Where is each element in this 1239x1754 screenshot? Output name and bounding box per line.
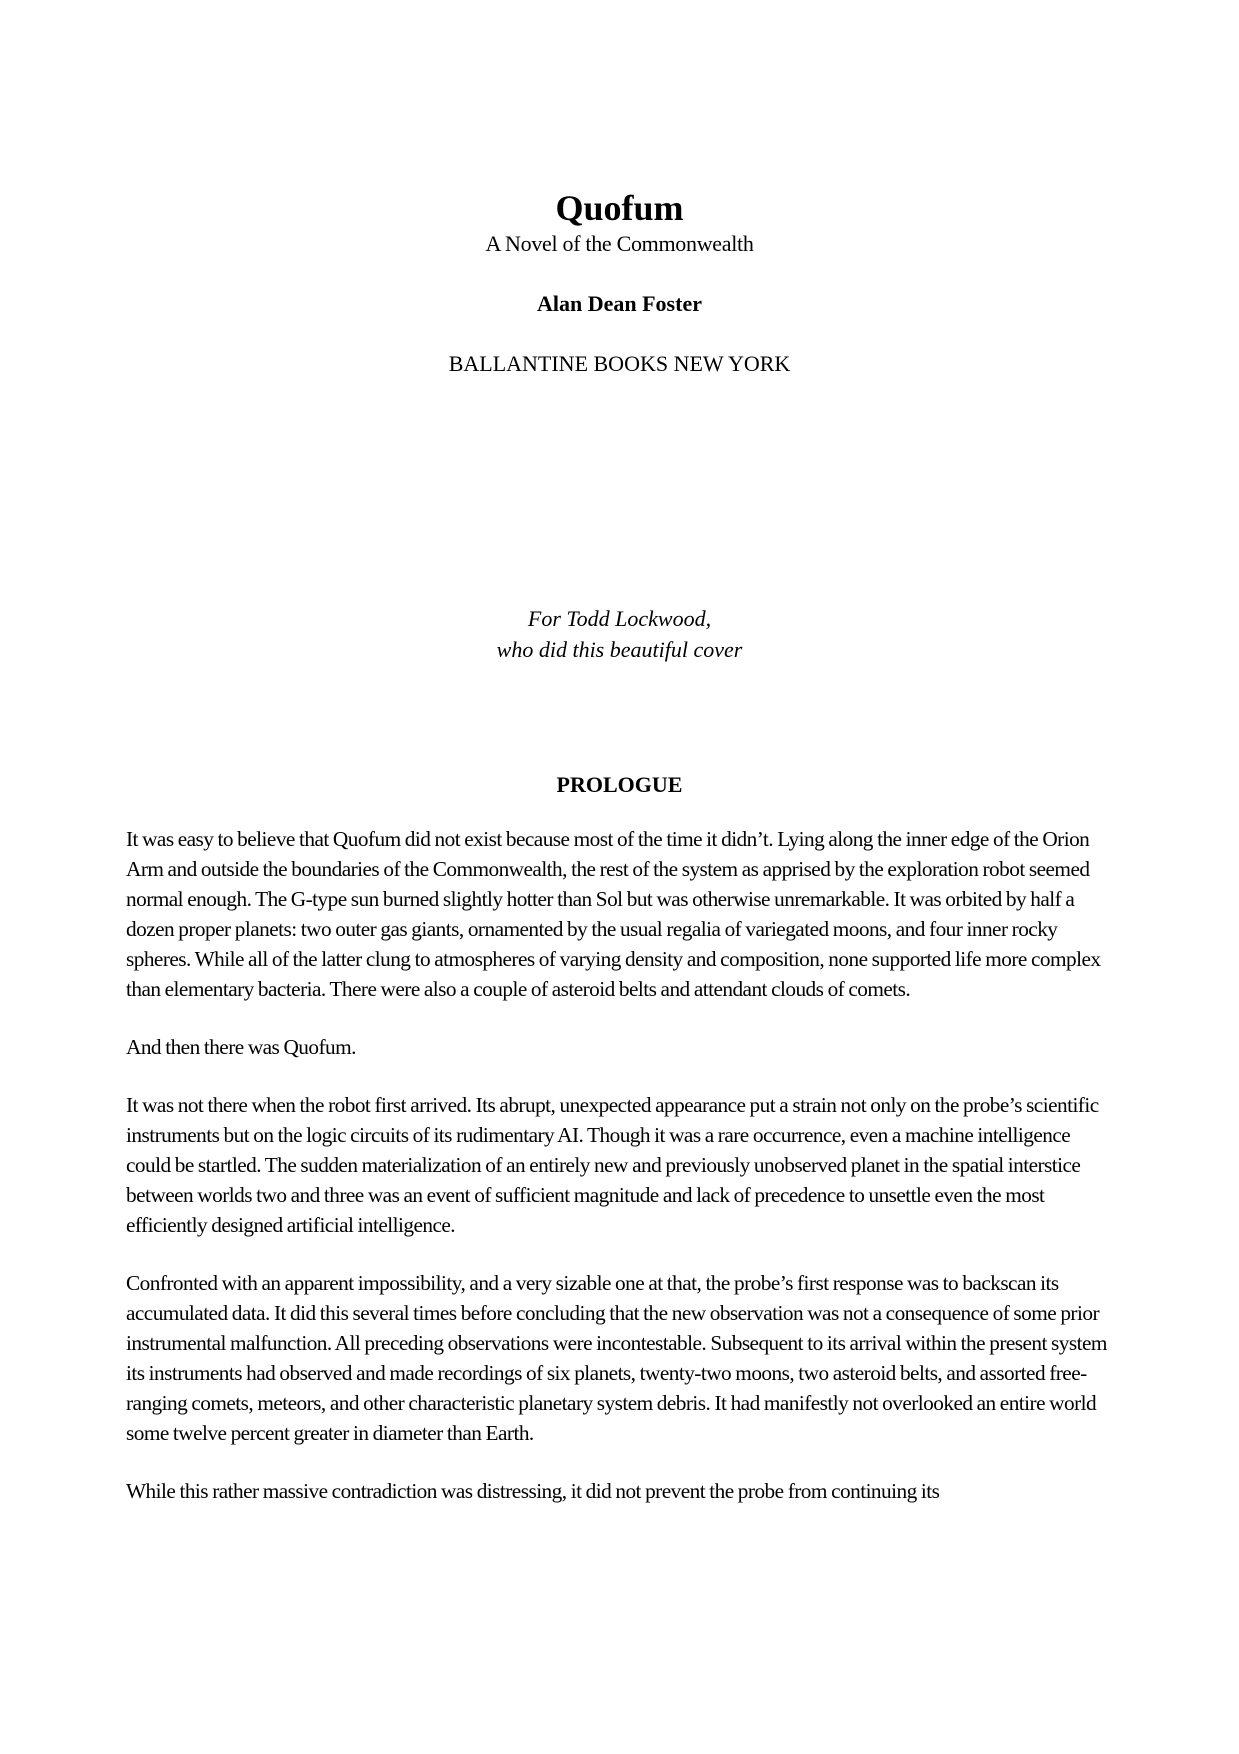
book-author: Alan Dean Foster — [537, 291, 702, 316]
chapter-heading: PROLOGUE — [556, 772, 683, 797]
paragraph: And then there was Quofum. — [126, 1035, 356, 1059]
dedication — [0, 603, 1239, 665]
book-publisher: BALLANTINE BOOKS NEW YORK — [448, 351, 791, 376]
dedication-line-1: For Todd Lockwood, — [527, 606, 712, 631]
paragraph: While this rather massive contradiction was distressing, it did not prevent the probe from continuing its — [126, 1479, 940, 1503]
paragraph: It was easy to believe that Quofum did not exist because most of the time it didn’t. Lying along the inner edge of the Orion Arm and outside the boundaries of the Commonwealth, the rest of the system as apprised by the exploration robot seemed normal enough. The G-type sun burned slightly hotter than Sol but was otherwise unremarkable. It was orbited by half a dozen proper planets: two outer gas giants, ornamented by the usual regalia of variegated moons, and four inner rocky spheres. While all of the latter clung to atmospheres of varying density and composition, none supported life more complex than elementary bacteria. There were also a couple of asteroid belts and attendant clouds of comets. — [126, 827, 1101, 1001]
dedication-line-2: who did this beautiful cover — [496, 637, 743, 662]
paragraph: It was not there when the robot first arrived. Its abrupt, unexpected appearance put a strain not only on the probe’s scientific instruments but on the logic circuits of its rudimentary AI. Though it was a rare occurrence, even a machine intelligence could be startled. The sudden materialization of an entirely new and previously unobserved planet in the spatial interstice between worlds two and three was an event of sufficient magnitude and lack of precedence to unsettle even the most efficiently designed artificial intelligence. — [126, 1093, 1099, 1237]
book-title: Quofum — [555, 188, 684, 228]
chapter-body — [126, 824, 1116, 1534]
book-subtitle: A Novel of the Commonwealth — [485, 231, 754, 256]
paragraph: Confronted with an apparent impossibility, and a very sizable one at that, the probe’s first response was to backscan its accumulated data. It did this several times before concluding that the new observation was not a consequence of some prior instrumental malfunction. All preceding observations were incontestable. Subsequent to its arrival within the present system its instruments had observed and made recordings of six planets, twenty-two moons, two asteroid belts, and assorted free-ranging comets, meteors, and other characteristic planetary system debris. It had manifestly not overlooked an entire world some twelve percent greater in diameter than Earth. — [126, 1271, 1107, 1445]
